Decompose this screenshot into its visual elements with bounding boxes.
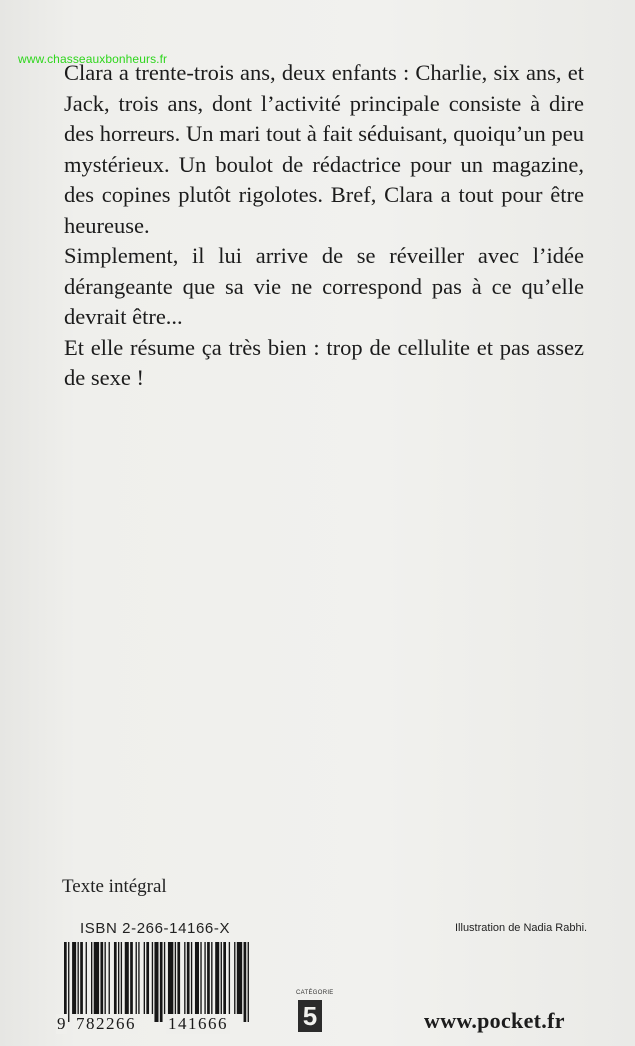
illustration-credit: Illustration de Nadia Rabhi. bbox=[455, 922, 588, 934]
blurb-paragraph-2: Simplement, il lui arrive de se réveiller avec l’idée dérangeante que sa vie ne correspond pas à ce qu’elle devrait être... bbox=[64, 243, 584, 329]
barcode bbox=[57, 942, 252, 1038]
barcode-bar bbox=[248, 942, 249, 1022]
barcode-bar bbox=[72, 942, 76, 1014]
watermark-link[interactable]: www.chasseauxbonheurs.fr bbox=[18, 52, 168, 66]
category-number: 5 bbox=[298, 1000, 322, 1032]
barcode-bar bbox=[144, 942, 145, 1014]
barcode-bar bbox=[237, 942, 242, 1014]
barcode-bar bbox=[152, 942, 153, 1014]
barcode-bar bbox=[177, 942, 180, 1014]
barcode-bar bbox=[64, 942, 67, 1022]
barcode-bar bbox=[91, 942, 92, 1014]
publisher-website[interactable]: www.pocket.fr bbox=[424, 1008, 565, 1033]
barcode-group-1: 782266 bbox=[76, 1014, 136, 1033]
price-category bbox=[296, 990, 334, 1034]
barcode-bar bbox=[195, 942, 199, 1014]
barcode-bar bbox=[68, 942, 69, 1022]
barcode-bar bbox=[200, 942, 201, 1014]
isbn: ISBN 2-266-14166-X bbox=[80, 920, 231, 937]
blurb-paragraph-3: Et elle résume ça très bien : trop de cellulite et pas assez de sexe ! bbox=[64, 334, 584, 390]
barcode-first-digit: 9 bbox=[57, 1014, 66, 1033]
barcode-group-2: 141666 bbox=[168, 1014, 228, 1033]
barcode-bar bbox=[229, 942, 230, 1014]
barcode-bar bbox=[146, 942, 149, 1014]
barcode-bar bbox=[138, 942, 139, 1014]
barcode-bar bbox=[94, 942, 99, 1014]
barcode-bar bbox=[244, 942, 247, 1022]
barcode-bar bbox=[78, 942, 79, 1014]
barcode-bar bbox=[191, 942, 192, 1014]
barcode-bar bbox=[184, 942, 185, 1014]
barcode-bar bbox=[168, 942, 173, 1014]
barcode-bar bbox=[100, 942, 103, 1014]
barcode-bar bbox=[187, 942, 190, 1014]
barcode-bar bbox=[221, 942, 222, 1014]
barcode-bars bbox=[62, 942, 252, 1022]
barcode-bar bbox=[164, 942, 165, 1014]
barcode-bar bbox=[114, 942, 117, 1014]
barcode-bar bbox=[130, 942, 133, 1014]
barcode-bar bbox=[234, 942, 235, 1014]
barcode-digits bbox=[57, 1012, 252, 1038]
edition-note: Texte intégral bbox=[62, 876, 167, 897]
barcode-bar bbox=[86, 942, 87, 1014]
category-label: CATÉGORIE bbox=[296, 990, 334, 996]
barcode-bar bbox=[121, 942, 122, 1014]
barcode-bar bbox=[136, 942, 137, 1014]
barcode-bar bbox=[105, 942, 106, 1014]
barcode-bar bbox=[160, 942, 163, 1022]
barcode-bar bbox=[211, 942, 212, 1014]
barcode-bar bbox=[207, 942, 210, 1014]
barcode-bar bbox=[223, 942, 226, 1014]
back-cover-blurb bbox=[64, 58, 584, 394]
barcode-bar bbox=[204, 942, 205, 1014]
barcode-bar bbox=[109, 942, 110, 1014]
barcode-bar bbox=[215, 942, 219, 1014]
barcode-bar bbox=[175, 942, 176, 1014]
blurb-paragraph-1: Clara a trente-trois ans, deux enfants : Charlie, six ans, et Jack, trois ans, dont l’activité principale consiste à dire des horreurs. Un mari tout à fait séduisant, quoiqu’un peu mystérieux. Un boulot de rédactrice pour un magazine, des copines plutôt rigolotes. Bref, Clara a tout pour être heureuse. bbox=[64, 60, 584, 238]
barcode-bar bbox=[125, 942, 129, 1014]
barcode-bar bbox=[118, 942, 119, 1014]
barcode-bar bbox=[154, 942, 158, 1022]
barcode-bar bbox=[80, 942, 83, 1014]
